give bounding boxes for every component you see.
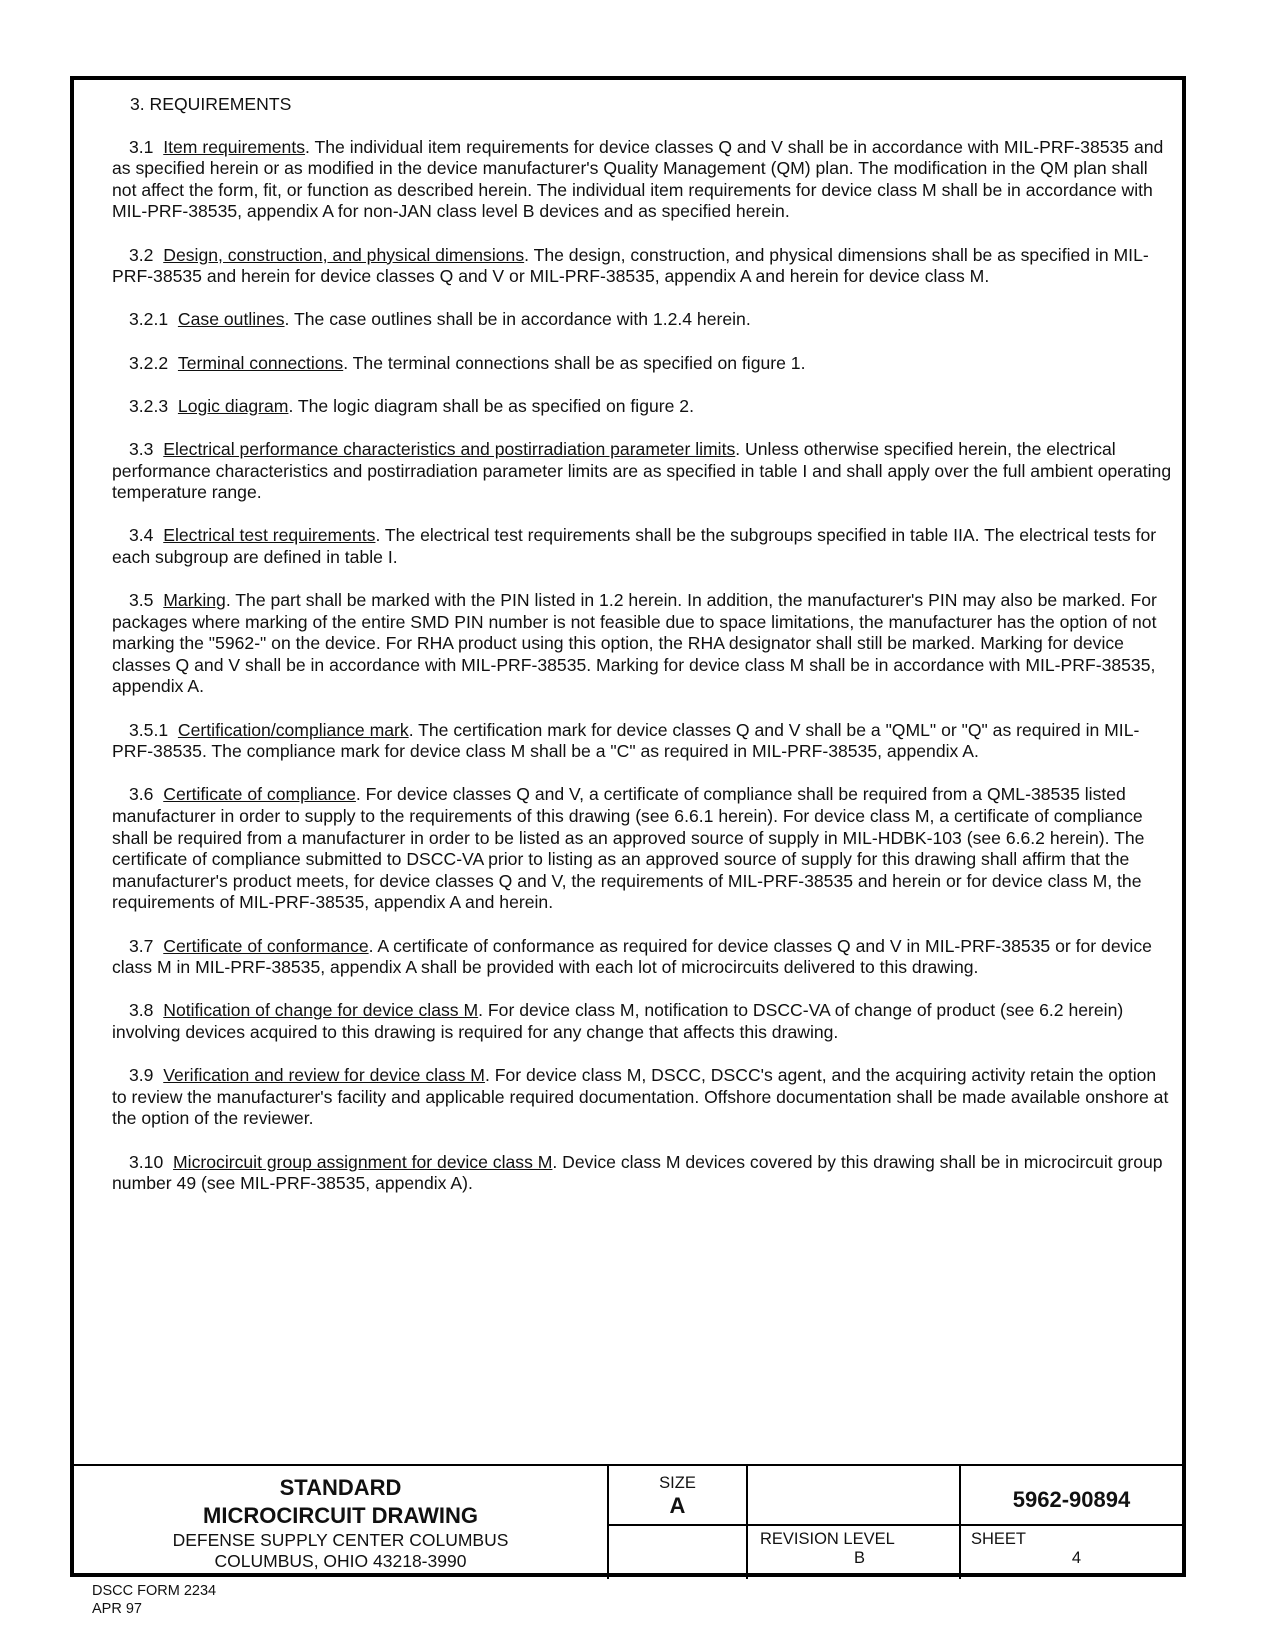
size-label: SIZE bbox=[659, 1474, 696, 1492]
paragraph-3-7 bbox=[112, 936, 1172, 979]
paragraph-number: 3.2 bbox=[129, 244, 154, 265]
org-line-2: COLUMBUS, OHIO 43218-3990 bbox=[214, 1551, 467, 1571]
sheet-label: SHEET bbox=[971, 1530, 1027, 1548]
paragraph-text: . For device class M, DSCC, DSCC's agent, and the acquiring activity retain the option to review the manufacturer's facility and applicable required documentation. Offshore documentation shall be made available onshore at the option of the reviewer. bbox=[112, 1065, 1169, 1129]
paragraph-text: . The individual item requirements for device classes Q and V shall be in accordance with MIL-PRF-38535 and as specified herein or as modified in the device manufacturer's Quality Management (QM) plan. The modification in the QM plan shall not affect the form, fit, or function as described herein. The individual item requirements for device class M shall be in accordance with MIL-PRF-38535, appendix A for non-JAN class level B devices and as specified herein. bbox=[112, 136, 1164, 222]
form-number: DSCC FORM 2234 bbox=[92, 1583, 217, 1599]
paragraph-3-2-2 bbox=[112, 353, 1172, 375]
title-block bbox=[74, 1464, 1182, 1579]
paragraph-title: Certification/compliance mark bbox=[177, 719, 409, 740]
requirements-section bbox=[112, 94, 1172, 1216]
paragraph-3-8 bbox=[112, 1000, 1172, 1043]
paragraph-number: 3.8 bbox=[129, 1000, 154, 1021]
paragraph-text: . The case outlines shall be in accordance with 1.2.4 herein. bbox=[284, 309, 751, 330]
paragraph-number: 3.1 bbox=[129, 136, 154, 157]
paragraph-title: Certificate of conformance bbox=[163, 935, 369, 956]
paragraph-title: Notification of change for device class M bbox=[163, 1000, 479, 1021]
paragraph-3-3 bbox=[112, 439, 1172, 504]
paragraph-number: 3.2.3 bbox=[129, 395, 169, 416]
paragraph-number: 3.2.1 bbox=[129, 309, 169, 330]
paragraph-title: Certificate of compliance bbox=[163, 784, 356, 805]
paragraph-title: Electrical performance characteristics and postirradiation parameter limits bbox=[163, 438, 736, 459]
paragraph-text: . Unless otherwise specified herein, the electrical performance characteristics and postirradiation parameter limits are as specified in table I and shall apply over the full ambient operating temperature range. bbox=[112, 438, 1172, 503]
paragraph-text: . For device class M, notification to DSCC-VA of change of product (see 6.2 herein) involving devices acquired to this drawing is required for any change that affects this drawing. bbox=[112, 1000, 1124, 1042]
paragraph-3-2-1 bbox=[112, 309, 1172, 331]
paragraph-number: 3.4 bbox=[129, 525, 154, 546]
paragraph-title: Electrical test requirements bbox=[163, 525, 376, 546]
standard-label: STANDARD bbox=[279, 1475, 402, 1500]
paragraph-title: Marking bbox=[163, 590, 226, 611]
paragraph-title: Design, construction, and physical dimensions bbox=[163, 244, 525, 265]
section-heading: 3. REQUIREMENTS bbox=[130, 94, 292, 114]
paragraph-title: Verification and review for device class M bbox=[163, 1065, 485, 1086]
size-value: A bbox=[669, 1493, 686, 1518]
drawing-frame bbox=[70, 76, 1186, 1577]
paragraph-text: . The design, construction, and physical dimensions shall be as specified in MIL-PRF-38535 and herein for device classes Q and V or MIL-PRF-38535, appendix A and herein for device class M. bbox=[112, 244, 1149, 287]
paragraph-number: 3.6 bbox=[129, 784, 154, 805]
revision-value: B bbox=[853, 1549, 865, 1567]
paragraph-title: Microcircuit group assignment for device class M bbox=[173, 1151, 553, 1172]
divider bbox=[959, 1466, 961, 1579]
drawing-title bbox=[74, 1474, 607, 1572]
paragraph-3-9 bbox=[112, 1065, 1172, 1130]
paragraph-number: 3.5.1 bbox=[129, 719, 169, 740]
paragraph-number: 3.7 bbox=[129, 935, 154, 956]
paragraph-3-6 bbox=[112, 784, 1172, 914]
paragraph-text: . The part shall be marked with the PIN listed in 1.2 herein. In addition, the manufacturer's PIN may also be marked. For packages where marking of the entire SMD PIN number is not feasible due to space limitations, the manufacturer has the option of not marking the "5962-" on the device. For RHA product using this option, the RHA designator shall still be marked. Marking for device classes Q and V shall be in accordance with MIL-PRF-38535. Marking for device class M shall be in accordance with MIL-PRF-38535, appendix A. bbox=[112, 590, 1157, 697]
paragraph-title: Case outlines bbox=[177, 309, 285, 330]
paragraph-text: . For device classes Q and V, a certificate of compliance shall be required from a QML-38535 listed manufacturer in order to supply to the requirements of this drawing (see 6.6.1 herein). For device class M, a certificate of compliance shall be required from a manufacturer in order to be listed as an approved source of supply in MIL-HDBK-103 (see 6.6.2 herein). The certificate of compliance submitted to DSCC-VA prior to listing as an approved source of supply for this drawing shall affirm that the manufacturer's product meets, for device classes Q and V, the requirements of MIL-PRF-38535 and herein or for device class M, the requirements of MIL-PRF-38535, appendix A and herein. bbox=[112, 784, 1145, 913]
paragraph-text: . The electrical test requirements shall be the subgroups specified in table IIA. The electrical tests for each subgroup are defined in table I. bbox=[112, 525, 1157, 567]
paragraph-number: 3.2.2 bbox=[129, 352, 169, 373]
sheet-value: 4 bbox=[1071, 1549, 1082, 1567]
paragraph-number: 3.9 bbox=[129, 1065, 154, 1086]
paragraph-3-5-1 bbox=[112, 720, 1172, 763]
paragraph-3-2 bbox=[112, 245, 1172, 288]
paragraph-title: Logic diagram bbox=[177, 395, 289, 416]
revision-cell bbox=[760, 1530, 959, 1568]
size-cell bbox=[609, 1474, 746, 1519]
drawing-label: MICROCIRCUIT DRAWING bbox=[203, 1503, 478, 1528]
paragraph-3-2-3 bbox=[112, 396, 1172, 418]
paragraph-title: Item requirements bbox=[163, 136, 306, 157]
paragraph-title: Terminal connections bbox=[177, 352, 344, 373]
document-number: 5962-90894 bbox=[1012, 1487, 1131, 1512]
paragraph-number: 3.5 bbox=[129, 590, 154, 611]
paragraph-3-10 bbox=[112, 1152, 1172, 1195]
paragraph-text: . Device class M devices covered by this drawing shall be in microcircuit group number 49 (see MIL-PRF-38535, appendix A). bbox=[112, 1151, 1163, 1194]
paragraph-text: . The logic diagram shall be as specified on figure 2. bbox=[288, 395, 694, 416]
paragraph-3-5 bbox=[112, 590, 1172, 698]
paragraph-text: . The terminal connections shall be as specified on figure 1. bbox=[343, 352, 806, 373]
paragraph-3-4 bbox=[112, 525, 1172, 568]
paragraph-text: . The certification mark for device classes Q and V shall be a "QML" or "Q" as required in MIL-PRF-38535. The compliance mark for device class M shall be a "C" as required in MIL-PRF-38535, appendix A. bbox=[112, 719, 1140, 762]
form-label bbox=[92, 1582, 216, 1618]
revision-label: REVISION LEVEL bbox=[760, 1530, 895, 1548]
divider bbox=[607, 1524, 1182, 1526]
paragraph-number: 3.10 bbox=[129, 1151, 164, 1172]
org-line-1: DEFENSE SUPPLY CENTER COLUMBUS bbox=[172, 1530, 509, 1550]
paragraph-3-1 bbox=[112, 137, 1172, 223]
paragraph-number: 3.3 bbox=[129, 438, 154, 459]
form-date: APR 97 bbox=[92, 1601, 142, 1617]
divider bbox=[746, 1466, 748, 1579]
sheet-cell bbox=[971, 1530, 1182, 1568]
paragraph-text: . A certificate of conformance as required for device classes Q and V in MIL-PRF-38535 or for device class M in MIL-PRF-38535, appendix A shall be provided with each lot of microcircuits delivered to this drawing. bbox=[112, 935, 1152, 978]
